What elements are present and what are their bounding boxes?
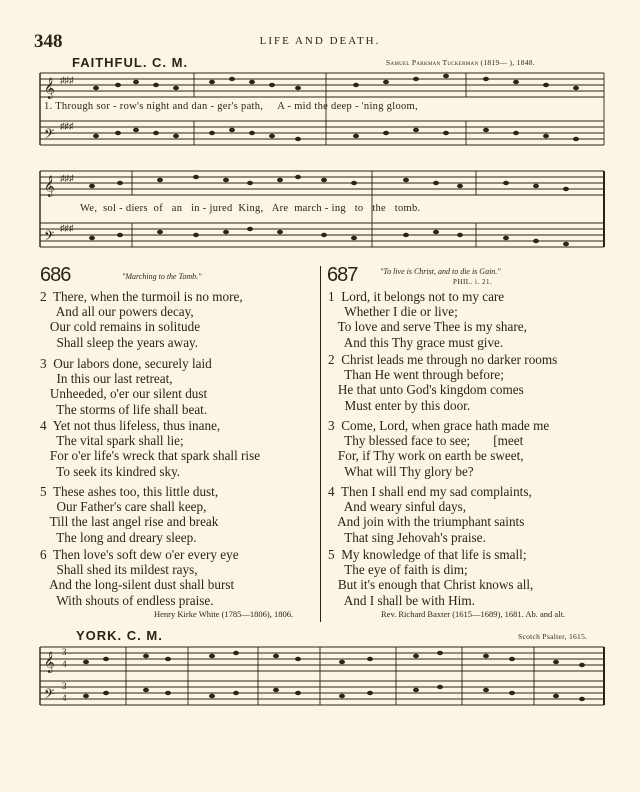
tune-name-york: YORK. C. M. bbox=[76, 628, 163, 643]
tune-lyric-line-2: We, sol - diers of an in - jured King, Are march - ing to the tomb. bbox=[80, 203, 421, 214]
notes-system-3 bbox=[83, 651, 585, 701]
hymn-687-author: Rev. Richard Baxter (1615—1689), 1681. Ab. and alt. bbox=[381, 609, 566, 619]
hymn-686-stanza-6: 6 Then love's soft dew o'er every eye Shall shed its mildest rays, And the long-silent dust shall burst With shouts of endless praise. bbox=[40, 547, 239, 608]
music-system-1 bbox=[36, 67, 608, 157]
hymn-686-stanza-2: 2 There, when the turmoil is no more, And all our powers decay, Our cold remains in solitude Shall sleep the years away. bbox=[40, 289, 243, 350]
hymn-686-stanza-5: 5 These ashes too, this little dust, Our Father's care shall keep, Till the last angel rise and break The long and dreary sleep. bbox=[40, 484, 219, 545]
svg-text:♯♯♯: ♯♯♯ bbox=[60, 173, 74, 183]
svg-text:♯♯♯: ♯♯♯ bbox=[60, 75, 74, 85]
hymn-687-stanza-1: 1 Lord, it belongs not to my care Whether I die or live; To love and serve Thee is my share, And this Thy grace must give. bbox=[328, 289, 527, 350]
tune-lyric-line-1: 1. Through sor - row's night and dan - ger's path, A - mid the deep - 'ning gloom, bbox=[44, 101, 418, 112]
svg-text:𝄢: 𝄢 bbox=[44, 228, 55, 247]
hymn-number-686: 686 bbox=[40, 264, 71, 286]
running-title: LIFE AND DEATH. bbox=[259, 35, 381, 47]
music-system-3 bbox=[36, 641, 608, 713]
svg-text:𝄢: 𝄢 bbox=[44, 686, 55, 705]
svg-text:𝄞: 𝄞 bbox=[44, 176, 55, 197]
hymn-number-687: 687 bbox=[327, 264, 358, 286]
staff-bass-1 bbox=[40, 121, 604, 145]
svg-text:𝄞: 𝄞 bbox=[44, 652, 55, 673]
svg-text:𝄢: 𝄢 bbox=[44, 126, 55, 145]
tune-name-faithful: FAITHFUL. C. M. bbox=[72, 55, 189, 70]
svg-text:♯♯♯: ♯♯♯ bbox=[60, 223, 74, 233]
hymn-686-stanza-4: 4 Yet not thus lifeless, thus inane, The vital spark shall lie; For o'er life's wreck that spark shall rise To seek its kindred sky. bbox=[40, 418, 261, 479]
hymn-687-stanza-3: 3 Come, Lord, when grace hath made me Thy blessed face to see; [meet For, if Thy work on earth be sweet, What will Thy glory be? bbox=[328, 418, 550, 479]
hymn-687-stanza-2: 2 Christ leads me through no darker rooms Than He went through before; He that unto God's kingdom comes Must enter by this door. bbox=[328, 352, 558, 413]
svg-text:3: 3 bbox=[62, 681, 67, 691]
staff-bass-3 bbox=[40, 681, 604, 705]
page-number: 348 bbox=[34, 31, 63, 52]
svg-text:3: 3 bbox=[62, 647, 67, 657]
hymn-686-stanza-3: 3 Our labors done, securely laid In this our last retreat, Unheeded, o'er our silent dust The storms of life shall beat. bbox=[40, 356, 212, 417]
hymn-687-motto: "To live is Christ, and to die is Gain." bbox=[380, 267, 501, 276]
hymn-687-reference: PHIL. i. 21. bbox=[453, 278, 493, 286]
hymn-687-stanza-4: 4 Then I shall end my sad complaints, And weary sinful days, And join with the triumphant saints That sing Jehovah's praise. bbox=[328, 484, 532, 545]
tune-composer-faithful: Samuel Parkman Tuckerman (1819— ), 1848. bbox=[386, 58, 536, 67]
staff-treble-3 bbox=[40, 647, 604, 671]
svg-text:4: 4 bbox=[62, 659, 67, 669]
hymn-687-stanza-5: 5 My knowledge of that life is small; The eye of faith is dim; But it's enough that Christ knows all, And I shall be with Him. bbox=[328, 547, 534, 608]
hymn-686-motto: "Marching to the Tomb." bbox=[122, 272, 202, 281]
svg-text:4: 4 bbox=[62, 693, 67, 703]
hymn-686-author: Henry Kirke White (1785—1806), 1806. bbox=[154, 609, 294, 619]
staff-treble-2 bbox=[40, 171, 604, 195]
tune-composer-york: Scotch Psalter, 1615. bbox=[518, 632, 588, 641]
column-divider bbox=[320, 266, 321, 622]
svg-text:𝄞: 𝄞 bbox=[44, 78, 55, 99]
svg-text:♯♯♯: ♯♯♯ bbox=[60, 121, 74, 131]
staff-treble-1 bbox=[40, 73, 604, 97]
